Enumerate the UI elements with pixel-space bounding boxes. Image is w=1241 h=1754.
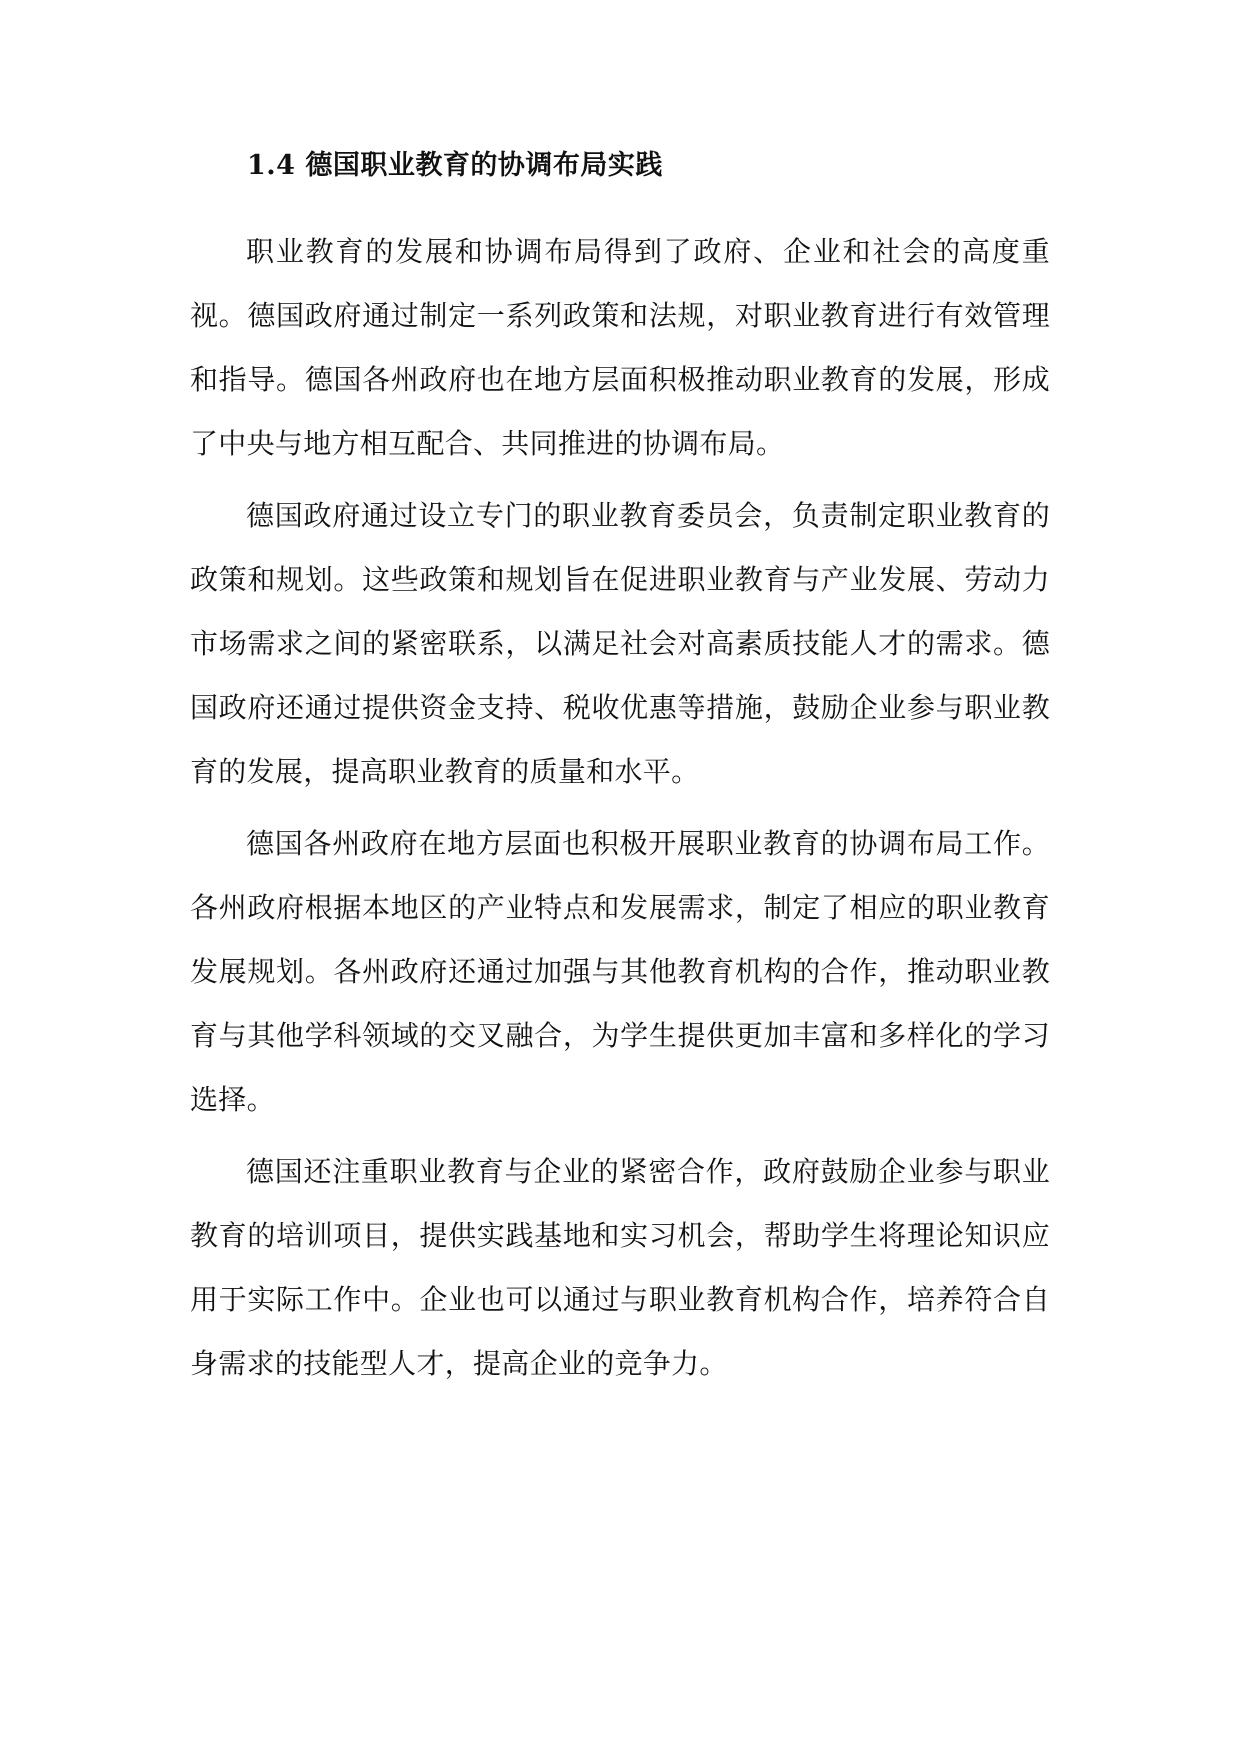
section-title: 1.4 德国职业教育的协调布局实践 (247, 150, 663, 181)
paragraph-2: 德国政府通过设立专门的职业教育委员会，负责制定职业教育的政策和规划。这些政策和规划旨在促进职业教育与产业发展、劳动力市场需求之间的紧密联系，以满足社会对高素质技能人才的需求。德国政府还通过提供资金支持、税收优惠等措施，鼓励企业参与职业教育的发展，提高职业教育的质量和水平。 (190, 499, 1050, 788)
paragraph-4: 德国还注重职业教育与企业的紧密合作，政府鼓励企业参与职业教育的培训项目，提供实践基地和实习机会，帮助学生将理论知识应用于实际工作中。企业也可以通过与职业教育机构合作，培养符合自身需求的技能型人才，提高企业的竞争力。 (190, 1155, 1050, 1380)
paragraph-1: 职业教育的发展和协调布局得到了政府、企业和社会的高度重视。德国政府通过制定一系列政策和法规，对职业教育进行有效管理和指导。德国各州政府也在地方层面积极推动职业教育的发展，形成了中央与地方相互配合、共同推进的协调布局。 (190, 235, 1050, 460)
paragraph-3: 德国各州政府在地方层面也积极开展职业教育的协调布局工作。各州政府根据本地区的产业特点和发展需求，制定了相应的职业教育发展规划。各州政府还通过加强与其他教育机构的合作，推动职业教育与其他学科领域的交叉融合，为学生提供更加丰富和多样化的学习选择。 (190, 827, 1050, 1116)
document-body (190, 142, 1050, 1404)
